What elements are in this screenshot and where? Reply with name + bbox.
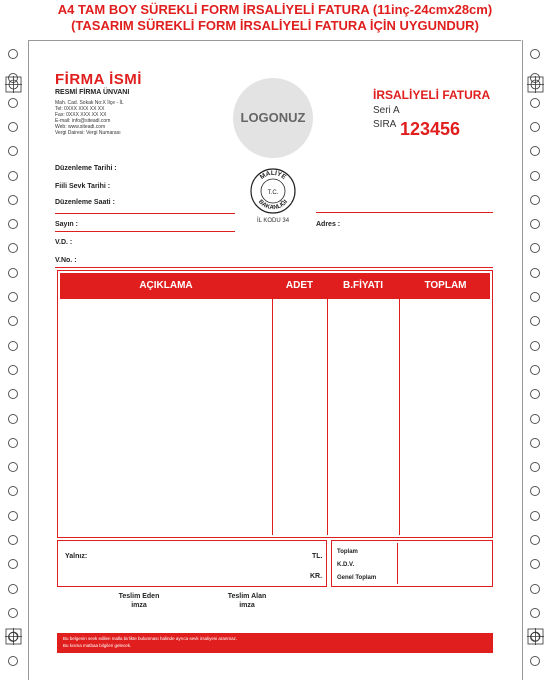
col-header-unit-price: B.FİYATI [342, 280, 383, 291]
tractor-hole [530, 511, 540, 521]
tractor-hole [530, 656, 540, 666]
tractor-hole [8, 146, 18, 156]
company-fax: Fax: 0XXX XXX XX XX [55, 112, 107, 118]
registration-mark-icon [527, 628, 544, 645]
tractor-hole [8, 462, 18, 472]
tractor-hole [530, 438, 540, 448]
tractor-hole [8, 608, 18, 618]
sender-signature-title: Teslim Eden [118, 593, 160, 600]
tractor-hole [530, 486, 540, 496]
tractor-hole [8, 389, 18, 399]
tractor-hole [530, 98, 540, 108]
toplam-label: Toplam [337, 549, 358, 555]
stamp-center-text: T.C. [267, 190, 279, 196]
tractor-hole [8, 292, 18, 302]
company-tel: Tel: 0XXX XXX XX XX [55, 106, 105, 112]
customer-label: Sayın : [55, 221, 78, 228]
company-title: RESMİ FİRMA ÜNVANI [55, 89, 130, 96]
tractor-hole [530, 219, 540, 229]
invoice-title: İRSALİYELİ FATURA [373, 88, 491, 102]
col-header-quantity: ADET [285, 280, 314, 291]
invoice-sira-label: SIRA [373, 119, 397, 130]
tractor-hole [8, 511, 18, 521]
amount-in-words-box [57, 540, 327, 587]
footer-line2: Bu kısma matbaa bilgileri gelecek. [63, 643, 132, 648]
registration-mark-icon [5, 628, 22, 645]
stamp-top-text: MALİYE [258, 169, 288, 182]
invoice-series: Seri A [373, 105, 400, 116]
tractor-hole [8, 243, 18, 253]
sender-signature [107, 592, 171, 610]
col-separator [272, 299, 273, 535]
tractor-hole [8, 365, 18, 375]
tractor-hole [8, 559, 18, 569]
tractor-hole [8, 195, 18, 205]
page-header-line2: (TASARIM SÜREKLİ FORM İRSALİYELİ FATURA İÇİN UYGUNDUR) [71, 18, 479, 33]
company-web: Web: www.siteadi.com [55, 124, 106, 130]
tractor-hole [8, 316, 18, 326]
receiver-signature [215, 592, 279, 610]
totals-box [331, 540, 493, 587]
tractor-hole [8, 656, 18, 666]
kdv-label: K.D.V. [337, 562, 355, 568]
tractor-hole [8, 219, 18, 229]
col-header-description: AÇIKLAMA [139, 280, 193, 291]
ministry-stamp-icon [250, 168, 296, 214]
tractor-hole [530, 365, 540, 375]
tractor-hole [8, 49, 18, 59]
tractor-hole [8, 486, 18, 496]
tractor-hole [8, 98, 18, 108]
tractor-hole [8, 438, 18, 448]
tractor-hole [530, 268, 540, 278]
tractor-hole [8, 414, 18, 424]
tractor-hole [8, 122, 18, 132]
registration-mark-icon [527, 76, 544, 93]
tractor-hole [530, 414, 540, 424]
issue-time-label: Düzenleme Saati : [55, 199, 115, 206]
col-separator [399, 299, 400, 535]
logo-text: LOGONUZ [240, 110, 306, 125]
receiver-signature-sub: imza [239, 602, 255, 609]
registration-mark-icon [5, 76, 22, 93]
invoice-form [29, 40, 521, 681]
tractor-hole [530, 584, 540, 594]
tractor-hole [8, 584, 18, 594]
tractor-hole [8, 171, 18, 181]
kr-label: KR. [310, 573, 323, 580]
sender-signature-sub: imza [131, 602, 147, 609]
tractor-hole [530, 462, 540, 472]
tax-no-label: V.No. : [55, 257, 77, 264]
address-line [316, 212, 493, 213]
tractor-hole [530, 49, 540, 59]
invoice-number: 123456 [400, 119, 461, 139]
company-address: Mah. Cad. Sokak No:X İlçe - İL [55, 100, 124, 106]
footer-bar [57, 633, 493, 653]
company-email: E-mail: info@siteadi.com [55, 118, 111, 124]
items-table [57, 270, 493, 538]
tractor-hole [8, 535, 18, 545]
ship-date-label: Fiili Sevk Tarihi : [55, 183, 111, 190]
tractor-hole [8, 268, 18, 278]
date-underline [55, 213, 235, 214]
totals-separator [397, 543, 398, 584]
tax-underline [55, 267, 493, 268]
issue-date-label: Düzenleme Tarihi : [55, 165, 117, 172]
page-header-line1: A4 TAM BOY SÜREKLİ FORM İRSALİYELİ FATURA (11inç-24cmx28cm) [57, 2, 493, 17]
stamp-bottom-text: BAKANLIĞI [256, 199, 290, 212]
company-name: FİRMA İSMİ [55, 71, 142, 88]
company-tax: Vergi Dairesi: Vergi Numarası [55, 130, 121, 136]
tractor-hole [530, 171, 540, 181]
receiver-signature-title: Teslim Alan [227, 593, 267, 600]
tractor-hole [530, 389, 540, 399]
stamp-caption: İL KODU 34 [256, 218, 290, 224]
tractor-hole [530, 559, 540, 569]
tractor-hole [530, 243, 540, 253]
col-header-total: TOPLAM [424, 280, 467, 291]
tractor-hole [530, 316, 540, 326]
tractor-hole [530, 122, 540, 132]
genel-toplam-label: Genel Toplam [337, 575, 377, 581]
logo-placeholder [233, 78, 313, 158]
tax-office-label: V.D. : [55, 239, 73, 246]
tractor-hole [530, 535, 540, 545]
tractor-hole [530, 292, 540, 302]
col-separator [327, 299, 328, 535]
customer-underline [55, 231, 235, 232]
tractor-hole [530, 608, 540, 618]
footer-line1: Bu belgenin sevk edilen malla birlikte bulunması halinde ayrıca sevk irsaliyesi aranmaz. [63, 636, 238, 641]
tractor-hole [530, 195, 540, 205]
tl-label: TL. [312, 553, 323, 560]
items-table-header [60, 273, 490, 299]
yalniz-label: Yalnız: [65, 553, 88, 560]
address-label: Adres : [316, 221, 341, 228]
tractor-hole [530, 341, 540, 351]
tractor-hole [530, 146, 540, 156]
tractor-hole [8, 341, 18, 351]
